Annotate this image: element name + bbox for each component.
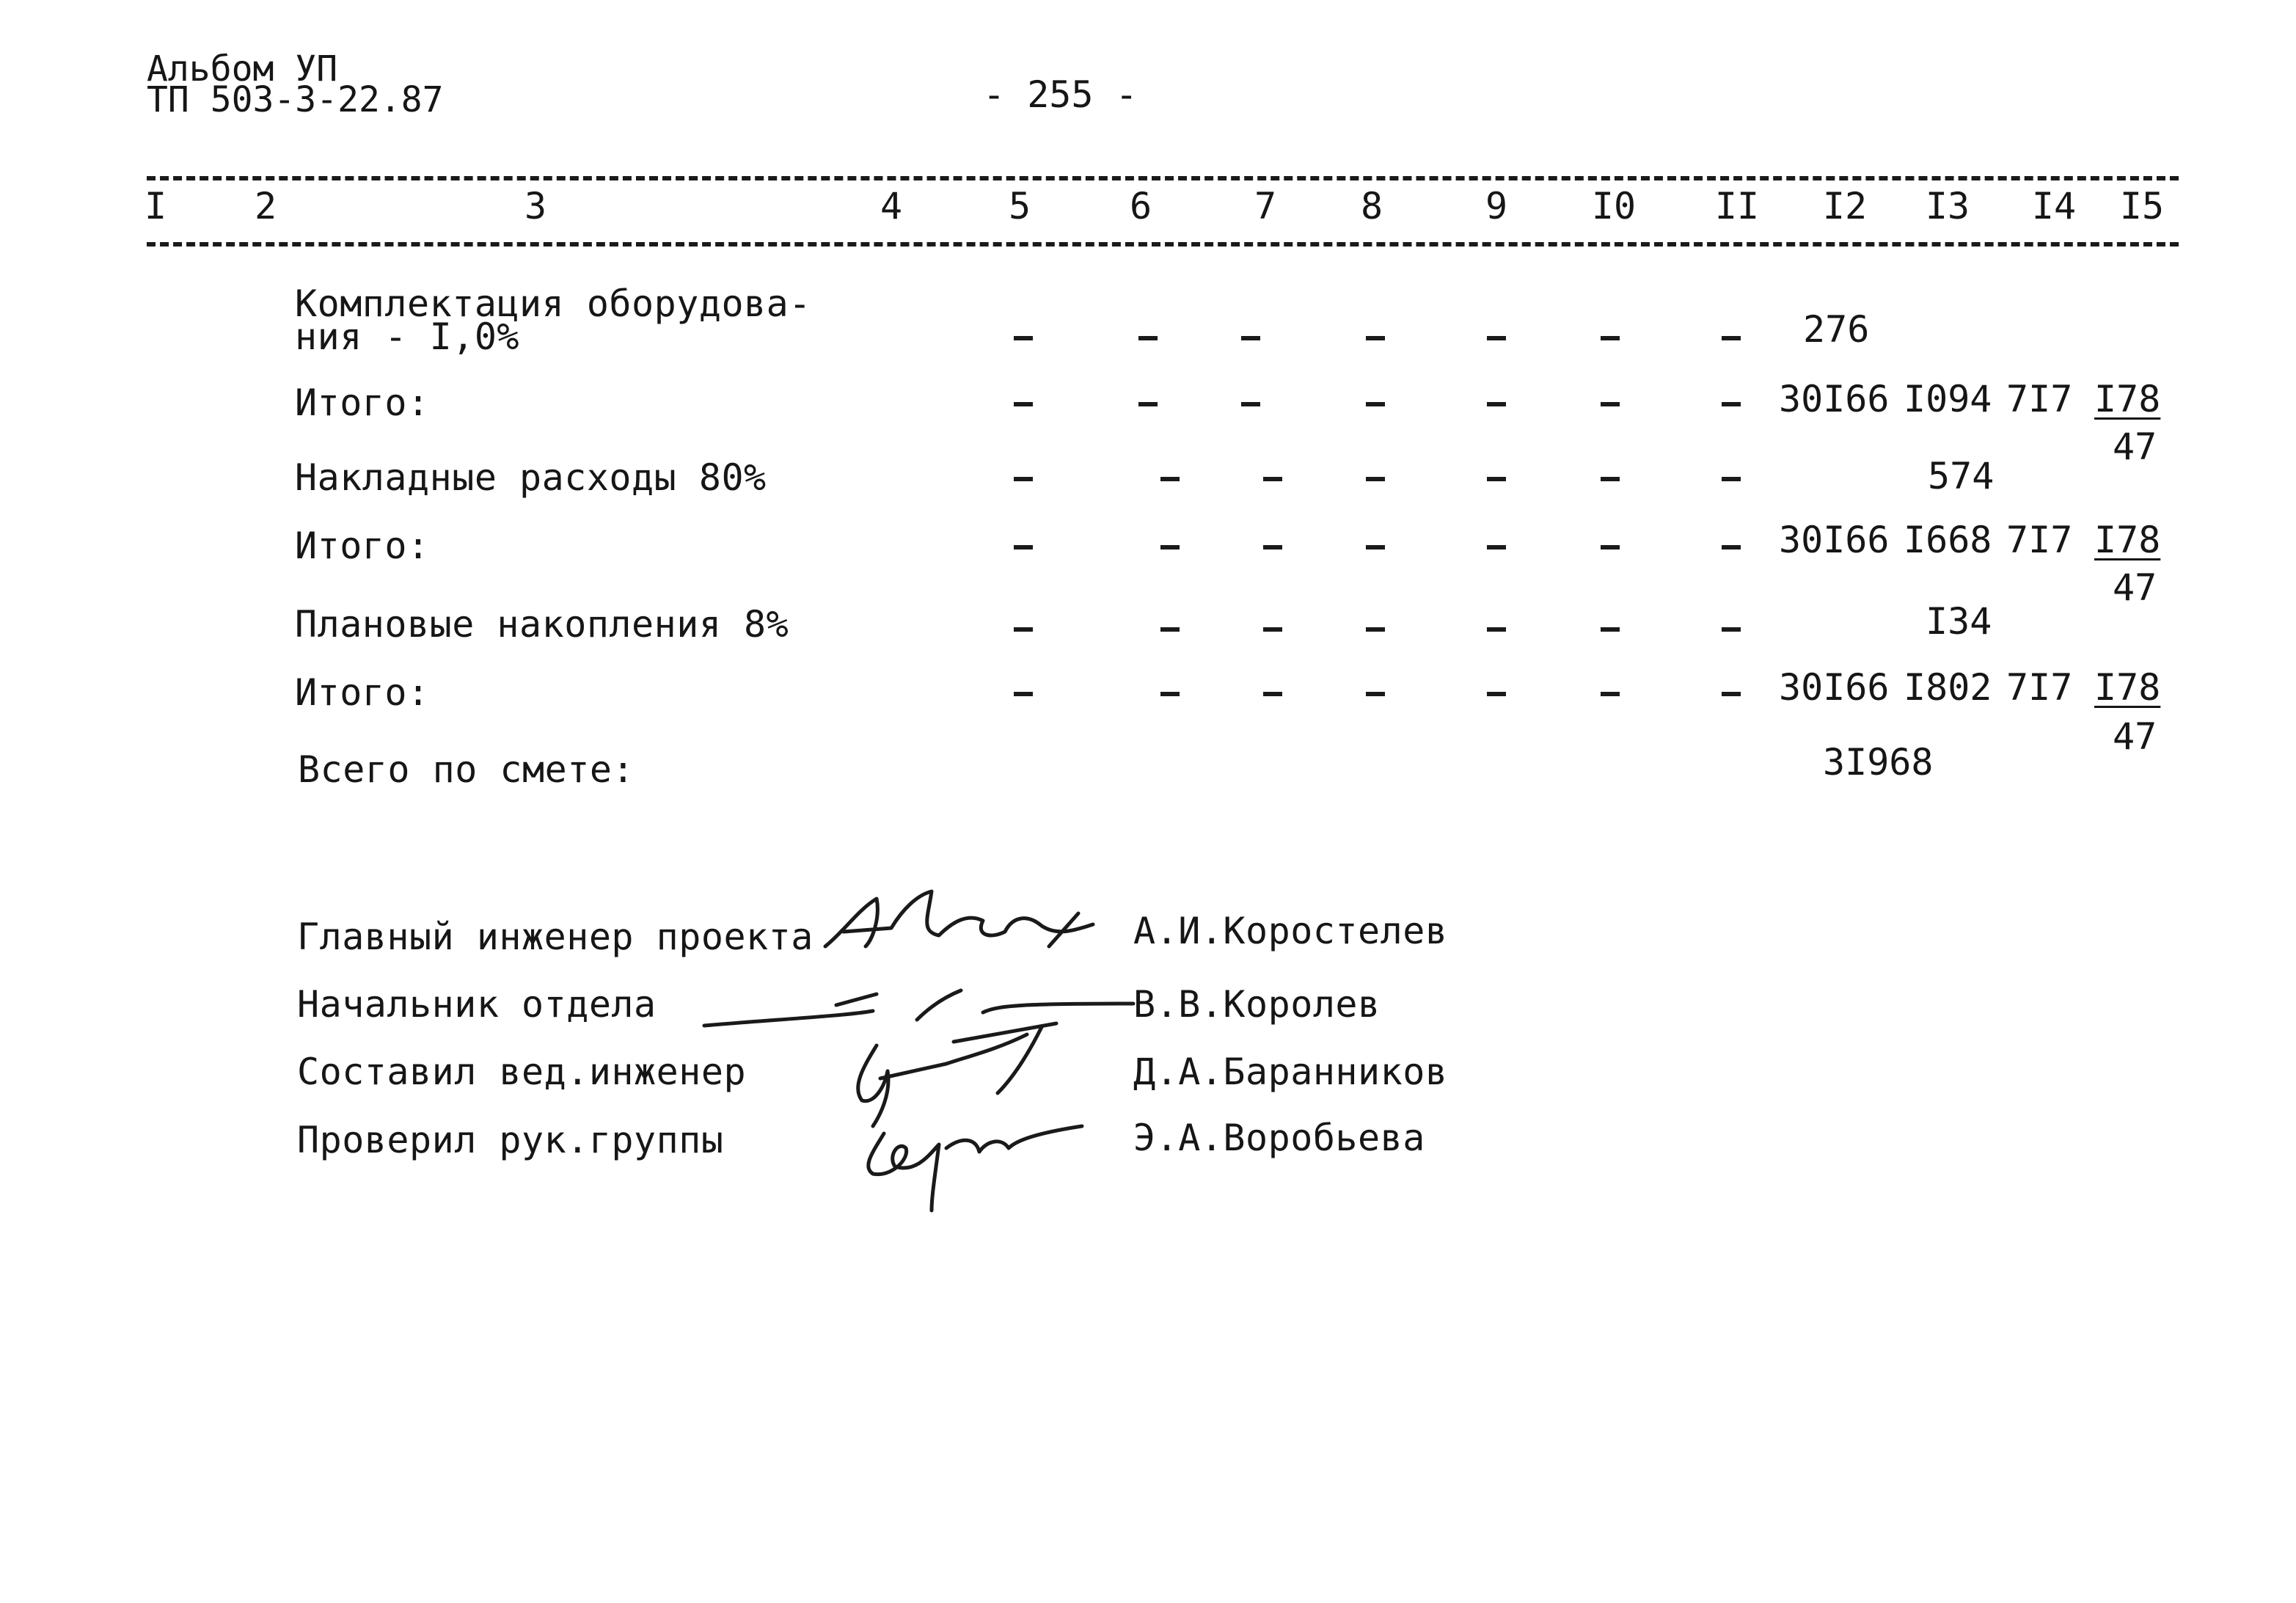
row-label-line2: ния - I,0% [295, 315, 520, 358]
row-label-line1: Комплектация оборудова- [295, 282, 811, 325]
cell-col-13: 574 [1928, 455, 1995, 497]
signature-3-stroke [858, 1023, 1056, 1126]
col-num-15: I5 [2119, 185, 2165, 227]
col-num-2: 2 [254, 185, 277, 227]
cell-col-13: I802 [1904, 666, 1992, 709]
col-num-8: 8 [1360, 185, 1383, 227]
col-num-3: 3 [524, 185, 547, 227]
signature-role: Проверил рук.группы [297, 1119, 724, 1161]
signature-1-stroke [825, 891, 1093, 946]
col-num-10: I0 [1591, 185, 1637, 227]
cell-col-13: I094 [1904, 378, 1992, 420]
row-label: Итого: [295, 381, 430, 424]
cell-col-15-numerator: I78 [2094, 666, 2161, 709]
project-code: ТП 503-3-22.87 [147, 79, 444, 120]
row-label: Итого: [295, 525, 430, 567]
cell-col-14: 7I7 [2006, 378, 2073, 420]
cell-col-12: 276 [1803, 308, 1870, 351]
signature-name: В.В.Королев [1133, 983, 1381, 1026]
signature-role: Составил вед.инженер [297, 1051, 747, 1093]
signature-2-stroke [704, 990, 1133, 1026]
cell-col-12: 30I66 [1779, 666, 1890, 709]
signature-4-stroke [869, 1126, 1082, 1211]
signature-name: Д.А.Баранников [1133, 1051, 1448, 1093]
col-num-6: 6 [1129, 185, 1152, 227]
cell-col-15-numerator: I78 [2094, 378, 2161, 420]
cell-col-13: I668 [1904, 519, 1992, 561]
signature-name: А.И.Коростелев [1133, 910, 1448, 952]
row-label: Накладные расходы 80% [295, 456, 767, 499]
col-num-11: II [1714, 185, 1760, 227]
grand-total-value: 3I968 [1823, 741, 1934, 784]
col-num-7: 7 [1254, 185, 1277, 227]
col-num-13: I3 [1925, 185, 1970, 227]
cell-col-12: 30I66 [1779, 519, 1890, 561]
col-num-14: I4 [2031, 185, 2077, 227]
cell-col-15-numerator: I78 [2094, 519, 2161, 561]
page-number: - 255 - [983, 73, 1138, 116]
row-label: Итого: [295, 671, 430, 714]
col-num-12: I2 [1822, 185, 1868, 227]
cell-col-14: 7I7 [2006, 519, 2073, 561]
signature-role: Начальник отдела [297, 983, 657, 1026]
cell-col-13: I34 [1926, 600, 1992, 643]
col-num-9: 9 [1485, 185, 1508, 227]
cell-col-12: 30I66 [1779, 378, 1890, 420]
row-label: Плановые накопления 8% [295, 603, 789, 646]
grand-total-label: Всего по смете: [298, 748, 635, 791]
cell-col-15-denominator: 47 [2113, 715, 2157, 758]
cell-col-14: 7I7 [2006, 666, 2073, 709]
signature-role: Главный инженер проекта [297, 916, 814, 958]
album-label: Альбом УП [147, 48, 338, 90]
col-num-1: I [144, 185, 167, 227]
signature-name: Э.А.Воробьева [1133, 1117, 1425, 1159]
cell-col-15-denominator: 47 [2113, 566, 2157, 609]
col-num-5: 5 [1008, 185, 1031, 227]
col-num-4: 4 [880, 185, 903, 227]
cell-col-15-denominator: 47 [2113, 426, 2157, 468]
